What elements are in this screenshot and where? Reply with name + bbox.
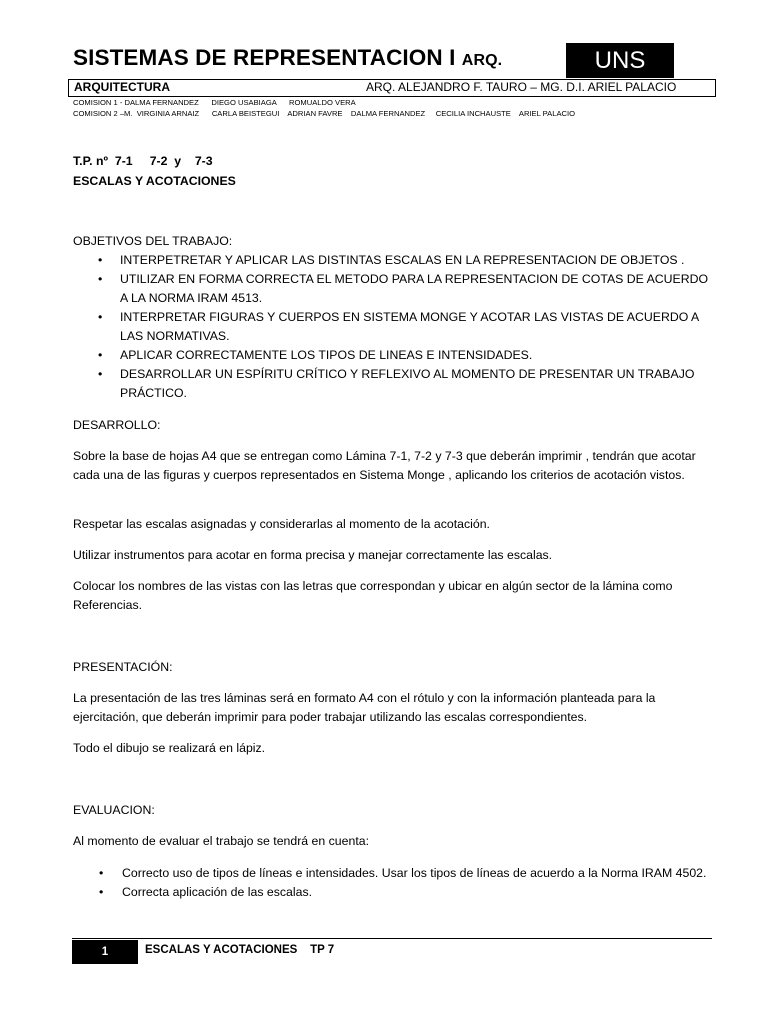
list-item: • DESARROLLAR UN ESPÍRITU CRÍTICO Y REFLEXIVO AL MOMENTO DE PRESENTAR UN TRABAJO PRÁCTICO.: [73, 365, 713, 403]
evaluacion-list: [73, 864, 713, 902]
presentacion-paragraph: Todo el dibujo se realizará en lápiz.: [73, 741, 266, 755]
professors-label: ARQ. ALEJANDRO F. TAURO – MG. D.I. ARIEL PALACIO: [366, 80, 677, 94]
title-main: SISTEMAS DE REPRESENTACION I: [73, 45, 456, 70]
uns-badge: UNS: [566, 43, 674, 78]
objetivos-heading: OBJETIVOS DEL TRABAJO:: [73, 234, 233, 248]
page-number: 1: [72, 940, 138, 964]
department-label: ARQUITECTURA: [74, 80, 170, 94]
desarrollo-paragraph: Sobre la base de hojas A4 que se entregan como Lámina 7-1, 7-2 y 7-3 que deberán imprimir , tendrán que acotar cada una de las figuras y cuerpos representados en Sistema Monge , aplicando los criterios de acotación vistos.: [73, 449, 696, 482]
evaluacion-heading: EVALUACION:: [73, 803, 155, 817]
desarrollo-paragraph: Colocar los nombres de las vistas con las letras que correspondan y ubicar en algún sector de la lámina como Referencias.: [73, 579, 673, 612]
list-item: • Correcta aplicación de las escalas.: [73, 883, 713, 902]
list-item: • INTERPRETAR FIGURAS Y CUERPOS EN SISTEMA MONGE Y ACOTAR LAS VISTAS DE ACUERDO A LAS NORMATIVAS.: [73, 308, 713, 346]
desarrollo-paragraph: Utilizar instrumentos para acotar en forma precisa y manejar correctamente las escalas.: [73, 548, 553, 562]
desarrollo-paragraph: Respetar las escalas asignadas y considerarlas al momento de la acotación.: [73, 517, 490, 531]
comision-2-line: COMISION 2 –M. VIRGINIA ARNAIZ CARLA BEISTEGUI ADRIAN FAVRE DALMA FERNANDEZ CECILIA INCHAUSTE ARIEL PALACIO: [73, 109, 576, 118]
tp-subject: ESCALAS Y ACOTACIONES: [73, 174, 236, 188]
header-rule-right: [715, 79, 716, 97]
header-rule-left: [68, 79, 69, 97]
desarrollo-heading: DESARROLLO:: [73, 418, 161, 432]
presentacion-paragraph: La presentación de las tres láminas será en formato A4 con el rótulo y con la información planteada para la ejercitación, que deberán imprimir para poder trabajar utilizando las escalas correspondientes.: [73, 691, 656, 724]
list-item: • APLICAR CORRECTAMENTE LOS TIPOS DE LINEAS E INTENSIDADES.: [73, 346, 713, 365]
list-item: • UTILIZAR EN FORMA CORRECTA EL METODO PARA LA REPRESENTACION DE COTAS DE ACUERDO A LA NORMA IRAM 4513.: [73, 270, 713, 308]
list-item: • Correcto uso de tipos de líneas e intensidades. Usar los tipos de líneas de acuerdo a la Norma IRAM 4502.: [73, 864, 713, 883]
evaluacion-intro: Al momento de evaluar el trabajo se tendrá en cuenta:: [73, 834, 369, 848]
tp-number: T.P. nº 7-1 7-2 y 7-3: [73, 154, 213, 168]
objetivos-list: [73, 251, 713, 403]
header-rule-bottom: [68, 96, 716, 97]
footer-rule: [72, 938, 712, 939]
footer-title: ESCALAS Y ACOTACIONES TP 7: [145, 944, 335, 956]
document-title: [73, 45, 502, 71]
presentacion-heading: PRESENTACIÓN:: [73, 660, 173, 674]
title-suffix: ARQ.: [461, 52, 503, 69]
comision-1-line: COMISION 1 - DALMA FERNANDEZ DIEGO USABIAGA ROMUALDO VERA: [73, 98, 356, 107]
list-item: • INTERPETRETAR Y APLICAR LAS DISTINTAS ESCALAS EN LA REPRESENTACION DE OBJETOS .: [73, 251, 713, 270]
